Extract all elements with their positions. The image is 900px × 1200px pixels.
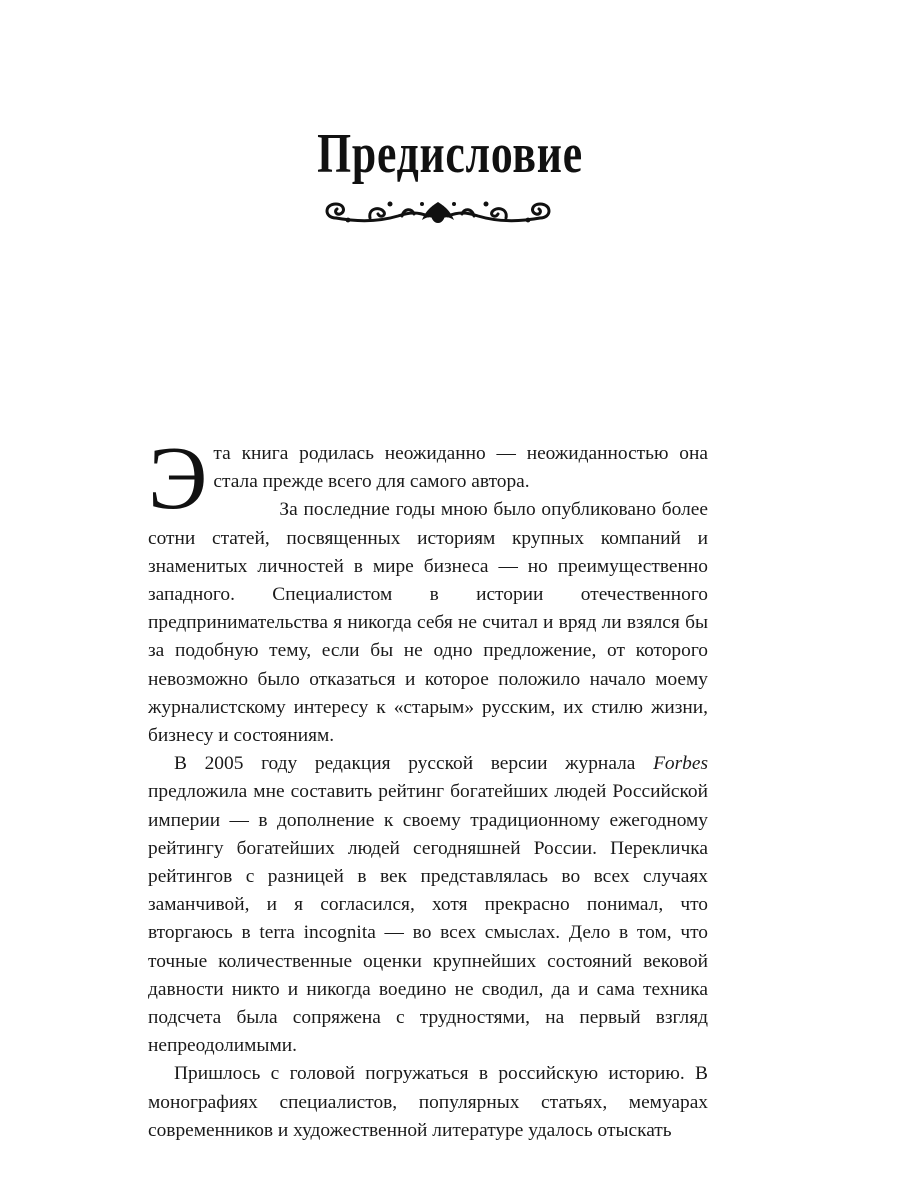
paragraph-2-text: За последние годы мною было опубликовано более сотни статей, посвященных историям крупных компаний и знаменитых личностей в мире бизнеса — но преимущественно западного. Специалистом в истории отечественного предпринимательства я никогда себя не считал и вряд ли взялся бы за подобную тему, если бы не одно предложение, от которого невозможно было отказаться и которое положило начало моему журналистскому интересу к «старым» русским, их стилю жизни, бизнесу и состояниям. xyxy=(148,499,708,747)
paragraph-3-text-before: В 2005 году редакция русской версии журнала xyxy=(174,753,654,775)
paragraph-1 xyxy=(148,429,708,528)
paragraph-3 xyxy=(148,750,708,1060)
chapter-body xyxy=(148,429,708,1145)
paragraph-3-text-after: предложила мне составить рейтинг богатейших людей Российской империи — в дополнение к своему традиционному ежегодному рейтингу богатейших людей сегодняшней России. Перекличка рейтингов с разницей в век представлялась во всех случаях заманчивой, и я согласился, хотя прекрасно понимал, что вторгаюсь в terra incognita — во всех смыслах. Дело в том, что точные количественные оценки крупнейших состояний вековой давности никто и никогда воедино не сводил, да и сама техника подсчета была сопряжена с трудностями, на первый взгляд непреодолимыми. xyxy=(148,781,708,1057)
paragraph-1-text: та книга родилась неожиданно — неожиданностью она стала прежде всего для самого автора. xyxy=(213,443,708,493)
drop-cap: Э xyxy=(148,429,208,528)
scroll-flourish-icon xyxy=(318,196,558,230)
paragraph-4 xyxy=(148,1060,708,1145)
paragraph-2 xyxy=(148,496,708,750)
chapter-title: Предисловие xyxy=(317,123,583,185)
paragraph-4-text: Пришлось с головой погружаться в российскую историю. В монографиях специалистов, популярных статьях, мемуарах современников и художественной литературе удалось отыскать xyxy=(148,1063,708,1141)
magazine-name: Forbes xyxy=(653,753,708,775)
